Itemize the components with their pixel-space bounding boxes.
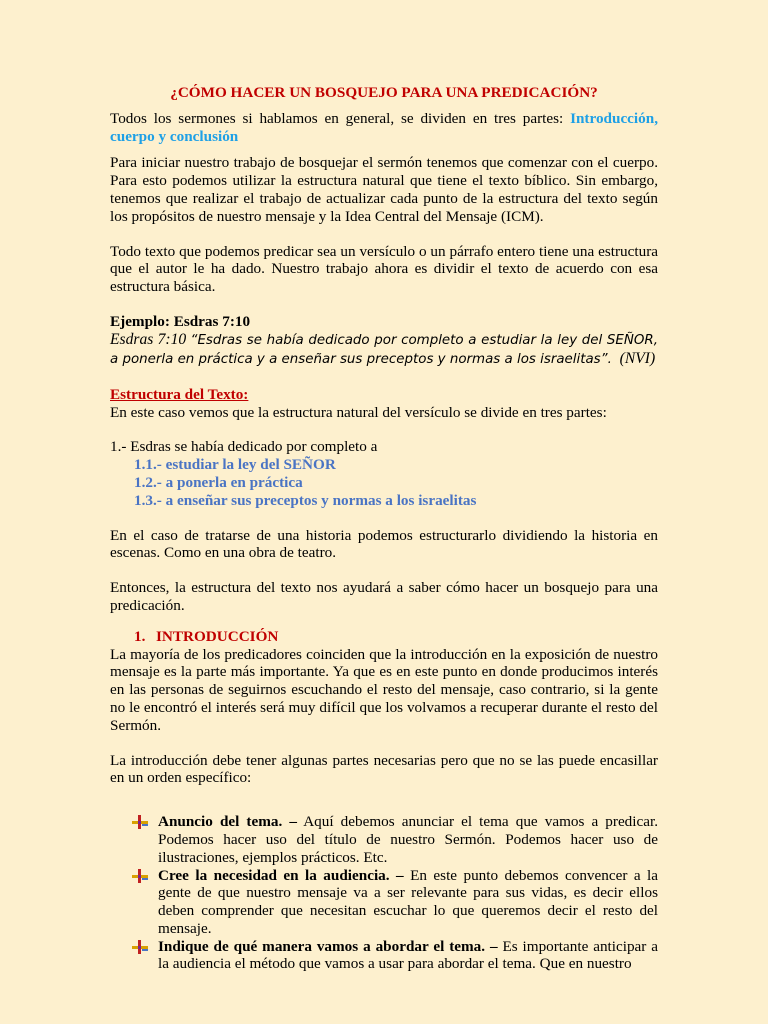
arrow-bullet-icon [132,940,148,954]
structure-subpoint: 1.1.- estudiar la ley del SEÑOR [134,456,336,474]
section-number: 1. [134,627,146,645]
example-quote: “Esdras se había dedicado por completo a estudiar la ley del SEÑOR, a ponerla en práctica y a enseñar sus preceptos y normas a los israelitas”. [110,332,658,367]
example-quote-paragraph [110,331,658,369]
bullet-term: Anuncio del tema. – [158,813,297,831]
intro-text: Todos los sermones si hablamos en general, se dividen en tres partes: [110,109,571,127]
bullet-term: Cree la necesidad en la audiencia. – [158,866,404,884]
arrow-bullet-icon [132,815,148,829]
example-heading: Ejemplo: Esdras 7:10 [110,312,251,330]
bullet-text: En este punto debemos convencer a la gente de que nuestro mensaje va a ser relevante para sus vidas, es decir ellos deben comprender que necesitan escuchar lo que queremos decir el resto del mensaje. [158,866,659,937]
bullet-text: Es importante anticipar a la audiencia el método que vamos a usar para abordar el tema. Que en nuestro [158,937,658,973]
list-item [110,813,658,866]
arrow-bullet-icon [132,869,148,883]
structure-subpoint: 1.3.- a enseñar sus preceptos y normas a los israelitas [134,491,477,509]
paragraph-introduction-parts: La introducción debe tener algunas partes necesarias pero que no se las puede encasillar en un orden específico: [110,751,658,787]
section-title: INTRODUCCIÓN [156,627,279,645]
list-item [110,938,658,974]
paragraph-story-scenes: En el caso de tratarse de una historia podemos estructurarlo dividiendo la historia en escenas. Como en una obra de teatro. [110,526,658,562]
paragraph-body-start: Para iniciar nuestro trabajo de bosquejar el sermón tenemos que comenzar con el cuerpo. Para esto podemos utilizar la estructura natural que tiene el texto bíblico. Sin embargo, tenemos que realizar el trabajo de actualizar cada punto de la estructura del texto según los propósitos de nuestro mensaje y la Idea Central del Mensaje (ICM). [110,154,658,225]
structure-heading: Estructura del Texto: [110,385,249,403]
example-version: (NVI) [619,349,656,367]
structure-subpoint: 1.2.- a ponerla en práctica [134,473,303,491]
paragraph-structure-help: Entonces, la estructura del texto nos ayudará a saber cómo hacer un bosquejo para una predicación. [110,579,658,614]
introduction-parts-list [110,813,658,973]
bullet-term: Indique de qué manera vamos a abordar el tema. – [158,937,498,955]
document-title: ¿CÓMO HACER UN BOSQUEJO PARA UNA PREDICACIÓN? [170,84,598,101]
paragraph-introduction-importance: La mayoría de los predicadores coinciden que la introducción en la exposición de nuestro mensaje es la parte más importante. Ya que es en este punto en donde producimos interés en las personas de seguirnos escuchando el resto del mensaje, caso contrario, si la gente no le encontró el interés será muy difícil que los volvamos a recuperar durante el resto del Sermón. [110,645,658,734]
structure-point: 1.- Esdras se había dedicado por completo a [110,438,378,456]
paragraph-text-structure: Todo texto que podemos predicar sea un versículo o un párrafo entero tiene una estructura que el autor le ha dado. Nuestro trabajo ahora es dividir el texto de acuerdo con esa estructura básica. [110,242,658,296]
structure-intro: En este caso vemos que la estructura natural del versículo se divide en tres partes: [110,403,607,421]
intro-paragraph [110,110,658,146]
list-item [110,867,658,938]
section-heading-introduccion [110,628,658,646]
example-ref: Esdras 7:10 [110,330,191,348]
bullet-text: Aquí debemos anunciar el tema que vamos a predicar. Podemos hacer uso del título de nuestro Sermón. Podemos hacer uso de ilustraciones, ejemplos prácticos. Etc. [158,813,658,866]
intro-highlight: Introducción, cuerpo y conclusión [110,109,658,145]
